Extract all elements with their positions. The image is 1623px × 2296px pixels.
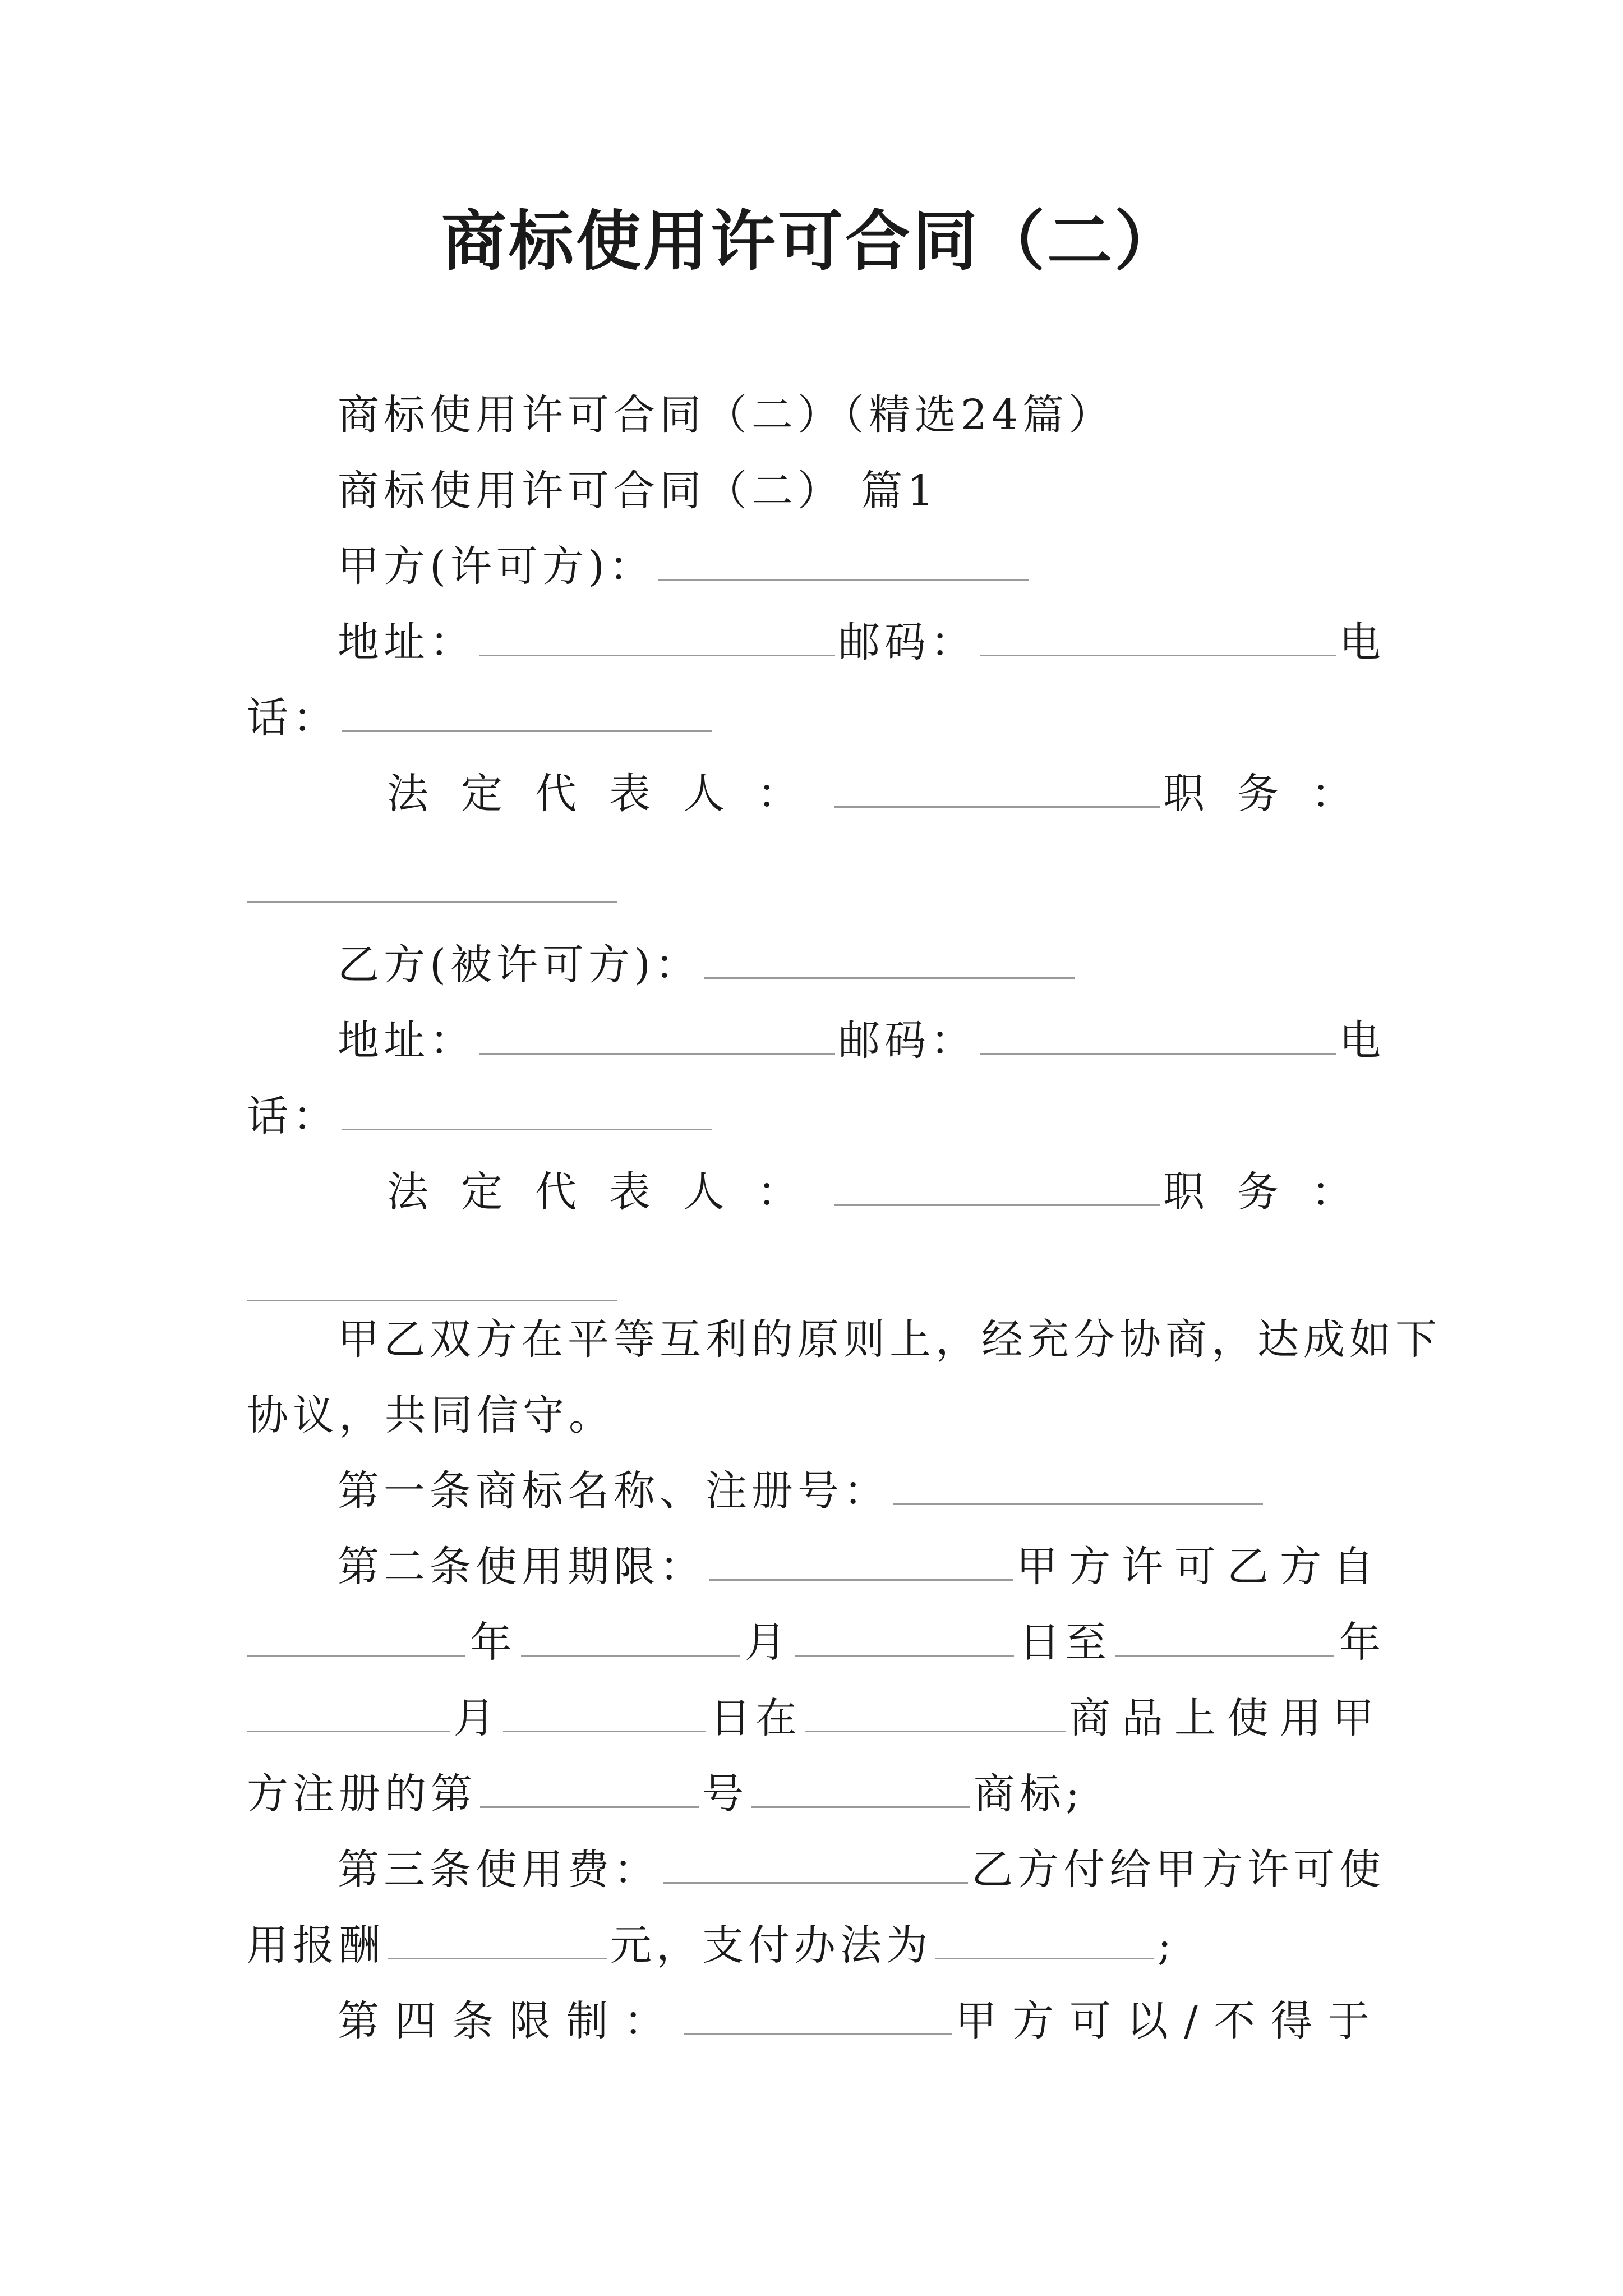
party-a-phone-line <box>247 690 1385 746</box>
party-a-address-blank <box>479 620 835 656</box>
article-1-blank <box>893 1469 1263 1505</box>
article-4-blank-1 <box>684 1999 952 2035</box>
party-b-phone-label-1: 电 <box>1339 1016 1385 1065</box>
article-3-l2a: 用报酬 <box>247 1921 385 1970</box>
party-b-label: 乙方(被许可方)： <box>338 941 701 989</box>
party-b-position-blank <box>247 1265 617 1301</box>
article-2-year: 年 <box>470 1618 517 1667</box>
intro-line-2 <box>247 1387 1385 1443</box>
article-2-blank-5 <box>1115 1620 1334 1657</box>
article-3-blank-1 <box>663 1847 968 1884</box>
article-3-line-1 <box>247 1842 1385 1898</box>
article-2-tail: 甲方许可乙方自 <box>1016 1543 1385 1591</box>
article-2-blank-4 <box>795 1620 1014 1657</box>
article-2-blank-3 <box>521 1620 740 1657</box>
article-2-line-3 <box>247 1690 1385 1746</box>
article-4-tail: 甲方可以/不得于 <box>955 1997 1385 2045</box>
article-2-blank-1 <box>709 1544 1013 1581</box>
party-a-blank <box>658 544 1029 581</box>
party-b-contact-line <box>247 1013 1385 1069</box>
party-b-blank <box>704 942 1075 979</box>
article-3-l2b: 元，支付办法为 <box>610 1921 932 1970</box>
article-1-line <box>247 1463 1385 1519</box>
article-2-goods: 商品上使用甲 <box>1069 1694 1385 1742</box>
party-a-postcode-label: 邮码： <box>838 618 976 666</box>
party-a-label: 甲方(许可方)： <box>338 542 655 591</box>
party-b-phone-line <box>247 1088 1385 1144</box>
party-a-line <box>247 539 1385 595</box>
article-3-head: 第三条使用费： <box>338 1846 660 1894</box>
party-a-contact-line <box>247 614 1385 670</box>
document-title: 商标使用许可合同（二） <box>441 203 1182 279</box>
article-2-month-2: 月 <box>453 1694 500 1742</box>
party-a-position-line <box>247 861 1385 917</box>
article-4-head: 第四条限制： <box>338 1997 681 2045</box>
party-a-phone-label-1: 电 <box>1339 618 1385 666</box>
party-a-position-label: 职务： <box>1163 770 1385 818</box>
party-a-postcode-blank <box>980 620 1336 656</box>
chapter-line <box>247 463 1385 519</box>
article-2-month: 月 <box>744 1618 791 1667</box>
article-2-line-4 <box>247 1766 1385 1822</box>
article-3-blank-3 <box>935 1923 1154 1959</box>
party-a-address-label: 地址： <box>338 618 476 666</box>
party-b-rep-label: 法定代表人： <box>387 1168 831 1216</box>
article-2-blank-9 <box>480 1772 699 1808</box>
intro-text-2: 协议，共同信守。 <box>247 1391 615 1439</box>
subtitle-text: 商标使用许可合同（二）（精选24篇） <box>338 391 1115 439</box>
party-b-postcode-blank <box>980 1018 1336 1055</box>
party-a-rep-blank <box>834 771 1160 808</box>
party-b-position-label: 职务： <box>1163 1168 1385 1216</box>
article-2-blank-2 <box>247 1620 465 1657</box>
party-a-rep-line <box>247 766 1385 822</box>
article-2-day-to: 日至 <box>1018 1618 1111 1667</box>
party-b-address-blank <box>479 1018 835 1055</box>
article-3-tail: 乙方付给甲方许可使 <box>971 1846 1385 1894</box>
party-b-rep-blank <box>834 1170 1160 1206</box>
party-b-postcode-label: 邮码： <box>838 1016 976 1065</box>
article-3-blank-2 <box>388 1923 607 1959</box>
party-b-phone-label-2: 话： <box>247 1092 339 1140</box>
article-2-l4b: 号 <box>702 1770 748 1818</box>
article-2-blank-7 <box>503 1696 707 1732</box>
party-b-position-line <box>247 1259 1385 1315</box>
party-a-phone-label-2: 话： <box>247 694 339 742</box>
party-a-rep-label: 法定代表人： <box>387 770 831 818</box>
article-1-text: 第一条商标名称、注册号： <box>338 1467 889 1515</box>
article-2-blank-6 <box>247 1696 450 1732</box>
article-3-l2c: ; <box>1158 1921 1176 1970</box>
intro-line-1 <box>247 1312 1441 1368</box>
article-2-line-2 <box>247 1614 1385 1671</box>
article-2-l4a: 方注册的第 <box>247 1770 477 1818</box>
article-2-line-1 <box>247 1539 1385 1595</box>
article-2-day-in: 日在 <box>709 1694 802 1742</box>
party-b-rep-line <box>247 1164 1385 1220</box>
article-2-blank-10 <box>751 1772 970 1808</box>
party-b-line <box>247 937 1385 993</box>
intro-text-1: 甲乙双方在平等互利的原则上，经充分协商，达成如下 <box>338 1315 1441 1364</box>
party-a-phone-blank <box>342 696 712 732</box>
subtitle-line <box>247 387 1385 443</box>
article-2-l4c: 商标; <box>974 1770 1084 1818</box>
party-a-position-blank <box>247 867 617 903</box>
article-2-year-2: 年 <box>1339 1618 1385 1667</box>
article-3-line-2 <box>247 1917 1385 1973</box>
article-4-line-1 <box>247 1993 1385 2049</box>
party-b-address-label: 地址： <box>338 1016 476 1065</box>
article-2-head: 第二条使用期限： <box>338 1543 706 1591</box>
party-b-phone-blank <box>342 1094 712 1130</box>
chapter-text: 商标使用许可合同（二） 篇1 <box>338 467 938 515</box>
article-2-blank-8 <box>805 1696 1066 1732</box>
